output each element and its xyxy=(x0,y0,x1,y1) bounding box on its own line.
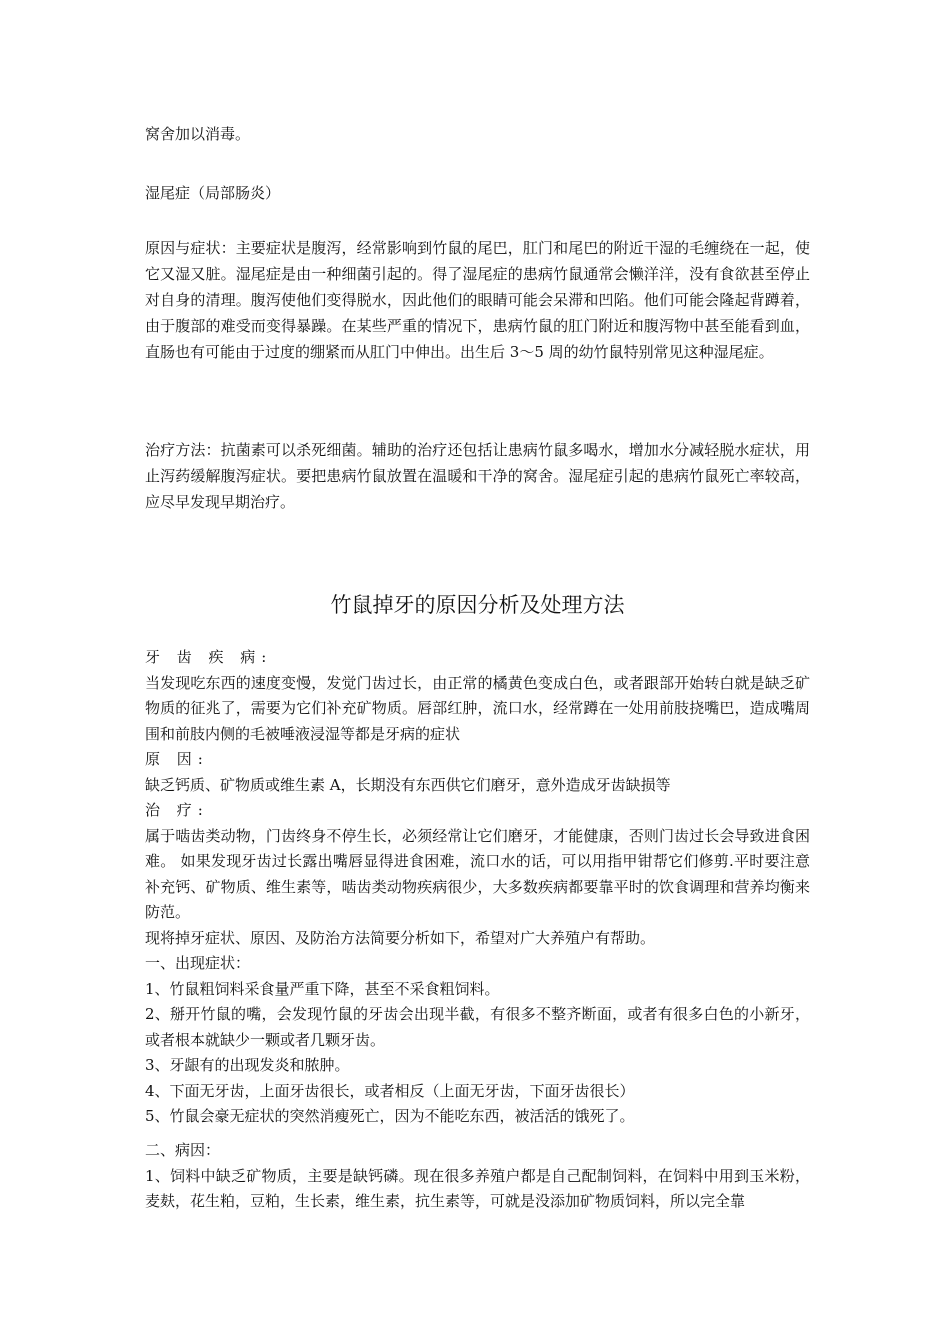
heading-teeth-disease: 牙 齿 疾 病: xyxy=(145,648,273,666)
heading-symptoms: 一、出现症状： xyxy=(145,954,251,972)
list-item-symptom-3: 3、牙龈有的出现发炎和脓肿。 xyxy=(145,1056,350,1074)
list-item-symptom-5: 5、竹鼠会豪无症状的突然消瘦死亡，因为不能吃东西，被活活的饿死了。 xyxy=(145,1107,635,1125)
heading-wet-tail: 湿尾症（局部肠炎） xyxy=(145,184,281,202)
cause-section xyxy=(145,1138,810,1215)
list-item-symptom-2: 2、掰开竹鼠的嘴，会发现竹鼠的牙齿会出现半截，有很多不整齐断面，或者有很多白色的小新牙，或者根本就缺少一颗或者几颗牙齿。 xyxy=(145,1005,810,1049)
heading-disease-cause: 二、病因： xyxy=(145,1141,221,1159)
paragraph-treatment-detail: 属于啮齿类动物，门齿终身不停生长，必须经常让它们磨牙，才能健康，否则门齿过长会导致进食困难。 如果发现牙齿过长露出嘴唇显得进食困难，流口水的话，可以用指甲钳帮它们修剪.平时要注意补充钙、矿物质、维生素等，啮齿类动物疾病很少，大多数疾病都要靠平时的饮食调理和营养均衡来防范。 xyxy=(145,826,810,921)
paragraph-teeth-symptoms: 当发现吃东西的速度变慢，发觉门齿过长，由正常的橘黄色变成白色，或者跟部开始转白就是缺乏矿物质的征兆了，需要为它们补充矿物质。唇部红肿，流口水，经常蹲在一处用前肢挠嘴巴，造成嘴周围和前肢内侧的毛被唾液浸湿等都是牙病的症状 xyxy=(145,673,810,743)
paragraph-cause: 缺乏钙质、矿物质或维生素 A，长期没有东西供它们磨牙，意外造成牙齿缺损等 xyxy=(145,775,671,794)
heading-cause: 原 因: xyxy=(145,750,209,768)
list-item-symptom-1: 1、竹鼠粗饲料采食量严重下降，甚至不采食粗饲料。 xyxy=(145,979,500,998)
section-title: 竹鼠掉牙的原因分析及处理方法 xyxy=(330,593,625,617)
list-item-symptom-4: 4、下面无牙齿，上面牙齿很长，或者相反（上面无牙齿，下面牙齿很长） xyxy=(145,1081,635,1100)
paragraph-disinfect: 窝舍加以消毒。 xyxy=(145,125,251,143)
paragraph-intro: 现将掉牙症状、原因、及防治方法简要分析如下，希望对广大养殖户有帮助。 xyxy=(145,928,656,947)
list-item-cause-1: 1、饲料中缺乏矿物质，主要是缺钙磷。现在很多养殖户都是自己配制饲料，在饲料中用到玉米粉，麦麸，花生粕，豆粕，生长素，维生素，抗生素等，可就是没添加矿物质饲料，所以完全靠 xyxy=(145,1166,810,1210)
paragraph-treatment: 治疗方法：抗菌素可以杀死细菌。辅助的治疗还包括让患病竹鼠多喝水，增加水分减轻脱水症状，用止泻药缓解腹泻症状。要把患病竹鼠放置在温暖和干净的窝舍。湿尾症引起的患病竹鼠死亡率较高，应尽早发现早期治疗。 xyxy=(145,441,810,511)
teeth-section-body xyxy=(145,645,810,1130)
heading-treatment: 治 疗: xyxy=(145,801,209,819)
paragraph-causes-symptoms: 原因与症状：主要症状是腹泻，经常影响到竹鼠的尾巴，肛门和尾巴的附近干湿的毛缠绕在一起，使它又湿又脏。湿尾症是由一种细菌引起的。得了湿尾症的患病竹鼠通常会懒洋洋，没有食欲甚至停止对自身的清理。腹泻使他们变得脱水，因此他们的眼睛可能会呆滞和凹陷。他们可能会隆起背蹲着，由于腹部的难受而变得暴躁。在某些严重的情况下，患病竹鼠的肛门附近和腹泻物中甚至能看到血，直肠也有可能由于过度的绷紧而从肛门中伸出。出生后 3～5 周的幼竹鼠特别常见这种湿尾症。 xyxy=(145,239,810,361)
